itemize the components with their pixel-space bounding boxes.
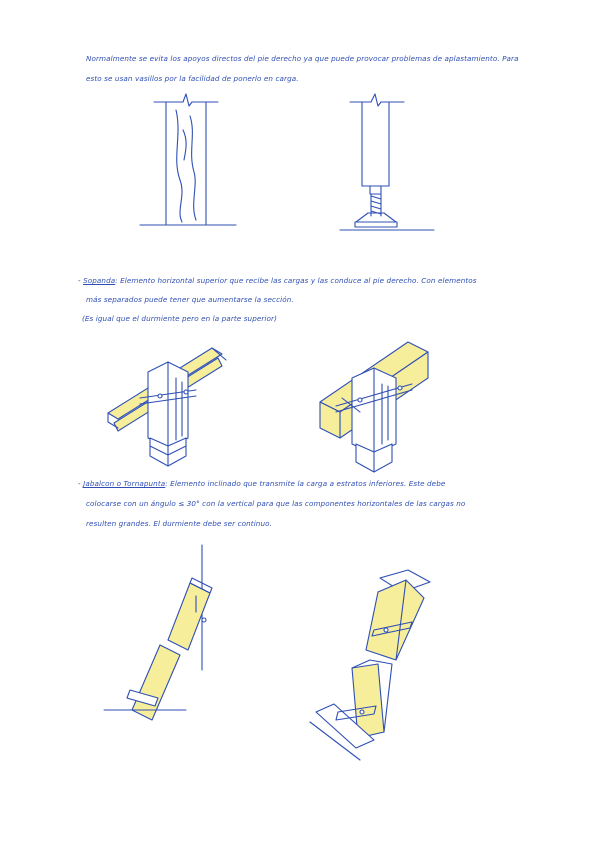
jabalcon-inclined-strut-sketch	[104, 545, 212, 720]
jabalcon-line-2: colocarse con un ángulo ≤ 30° con la vertical para que las componentes horizontales de las cargas no	[86, 499, 466, 508]
jabalcon-definition: : Elemento inclinado que transmite la carga a estratos inferiores. Este debe	[165, 479, 446, 488]
jabalcon-line-3: resulten grandes. El durmiente debe ser continuo.	[86, 519, 272, 528]
sopanda-definition: : Elemento horizontal superior que recibe las cargas y las conduce al pie derecho. Con elementos	[115, 276, 477, 285]
intro-line-2: esto se usan vasillos por la facilidad de ponerlo en carga.	[86, 74, 299, 83]
post-direct-support-sketch	[140, 94, 236, 225]
sopanda-timber-beam-sketch	[320, 342, 428, 472]
sopanda-line-3: (Es igual que el durmiente pero en la parte superior)	[82, 314, 277, 323]
jabalcon-term: Jabalcon o Tornapunta	[83, 479, 166, 488]
jabalcon-line-1: - Jabalcon o Tornapunta: Elemento inclinado que transmite la carga a estratos inferiores. Este debe	[78, 479, 446, 488]
sopanda-line-1: - Sopanda: Elemento horizontal superior que recibe las cargas y las conduce al pie derecho. Con elementos	[78, 276, 477, 285]
sopanda-line-2: más separados puede tener que aumentarse la sección.	[86, 295, 294, 304]
sopanda-term: Sopanda	[83, 276, 116, 285]
sopanda-steel-beam-sketch	[108, 348, 226, 466]
intro-line-1: Normalmente se evita los apoyos directos del pie derecho ya que puede provocar problemas de aplastamiento. Para	[86, 54, 519, 63]
jabalcon-connection-detail-sketch	[310, 570, 430, 760]
post-screw-jack-sketch	[340, 94, 434, 230]
